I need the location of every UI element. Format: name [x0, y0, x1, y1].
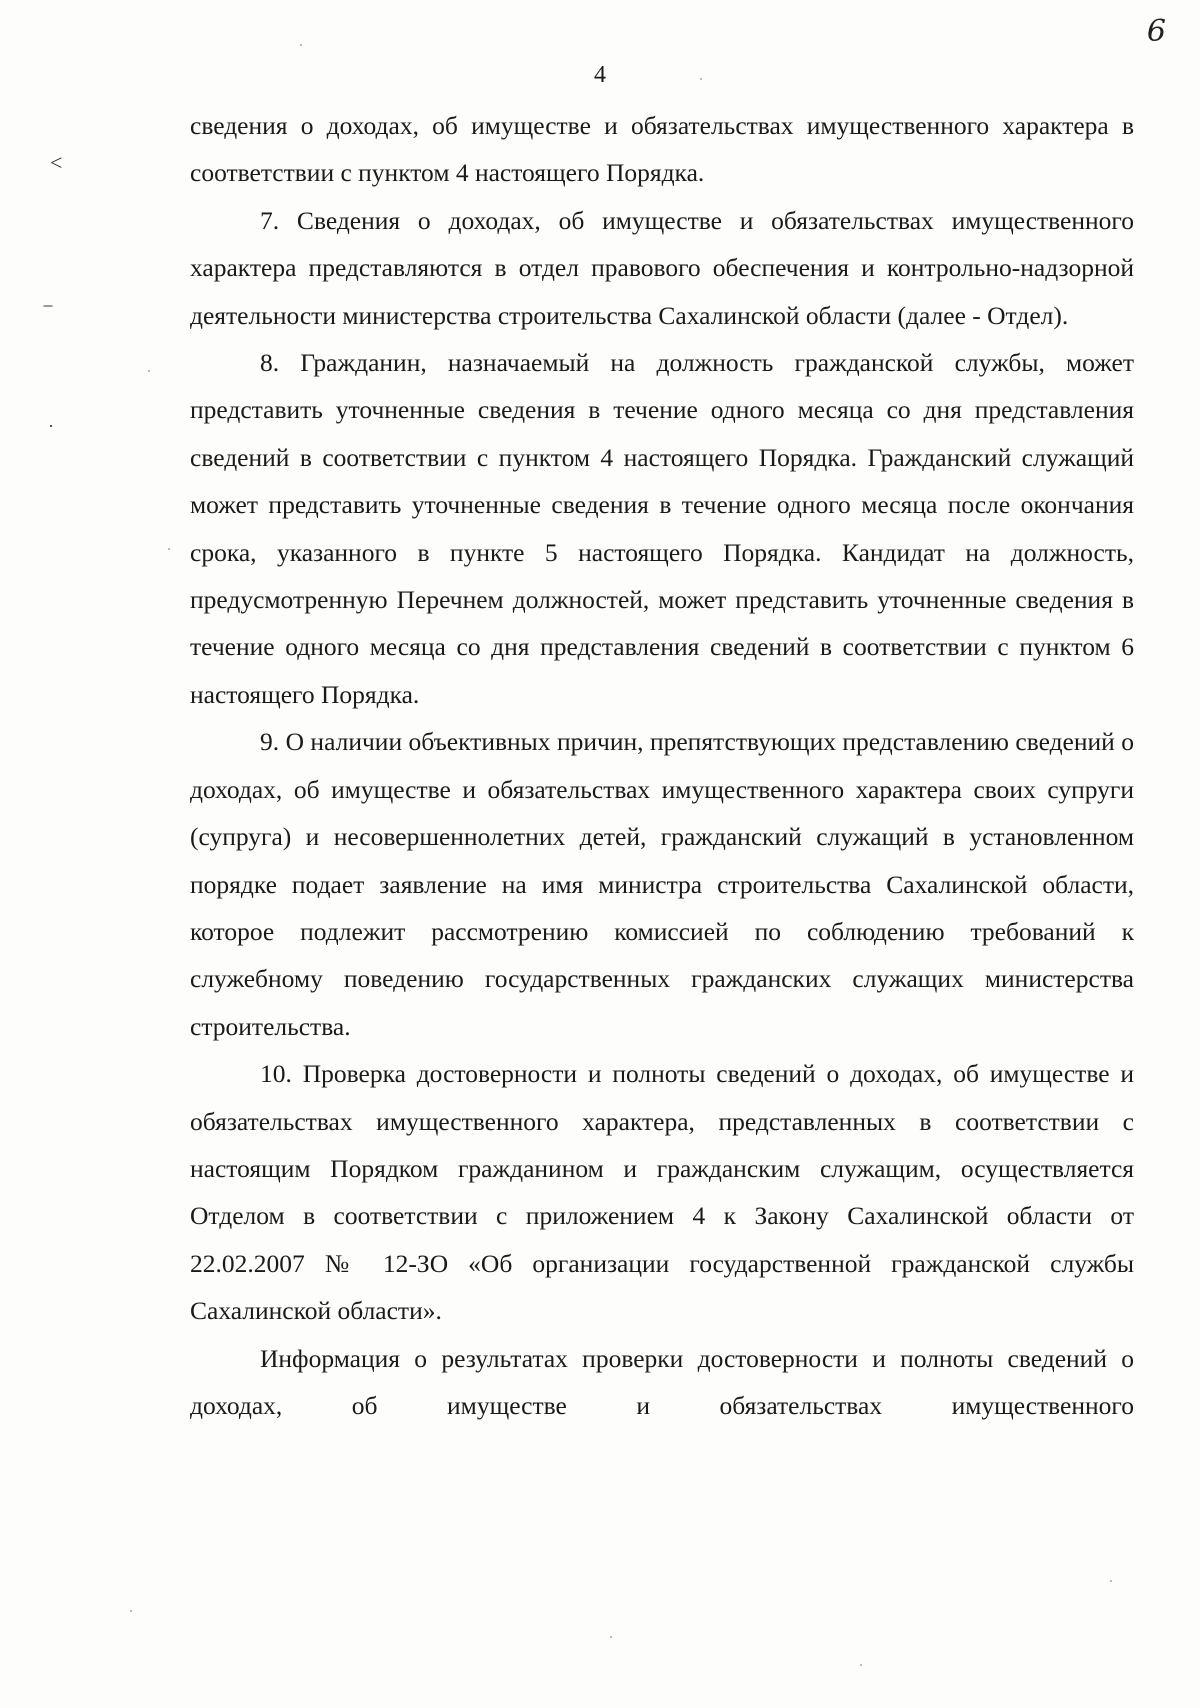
- paragraph-item-7: 7. Сведения о доходах, об имуществе и обязательствах имущественного характера представляются в отдел правового обеспечения и контрольно-надзорной деятельности министерства строительства Сахалинской области (далее - Отдел).: [190, 205, 1134, 330]
- paragraph-item-8: 8. Гражданин, назначаемый на должность гражданской службы, может представить уточненные сведения в течение одного месяца со дня представления сведений в соответствии с пунктом 4 настоящего Порядка. Гражданский служащий может представить уточненные сведения в течение одного месяца после окончания срока, указанного в пункте 5 настоящего Порядка. Кандидат на должность, предусмотренную Перечнем должностей, может представить уточненные сведения в течение одного месяца со дня представления сведений в соответствии с пунктом 6 настоящего Порядка.: [190, 348, 1134, 709]
- scan-speck: [130, 1610, 132, 1612]
- scan-speck: [1110, 1580, 1112, 1582]
- page-number: 4: [594, 62, 606, 88]
- document-body: [190, 102, 1134, 1429]
- paragraph-item-9: 9. О наличии объективных причин, препятствующих представлению сведений о доходах, об имуществе и обязательствах имущественного характера своих супруги (супруга) и несовершеннолетних детей, гражданский служащий в установленном порядке подает заявление на имя министра строительства Сахалинской области, которое подлежит рассмотрению комиссией по соблюдению требований к служебному поведению государственных гражданских служащих министерства строительства.: [190, 727, 1134, 1041]
- handwritten-sheet-number: 6: [1146, 14, 1166, 49]
- paragraph-continuation: сведения о доходах, об имуществе и обязательствах имущественного характера в соответствии с пунктом 4 настоящего Порядка.: [190, 111, 1134, 188]
- scan-speck: [168, 548, 170, 550]
- scan-speck: [300, 44, 302, 46]
- scan-speck: [860, 1664, 862, 1666]
- scan-speck: [700, 78, 702, 80]
- margin-mark: <: [50, 150, 63, 175]
- scan-speck: [610, 1636, 612, 1638]
- scan-speck: [148, 370, 150, 372]
- paragraph-item-10: 10. Проверка достоверности и полноты сведений о доходах, об имуществе и обязательствах имущественного характера, представленных в соответствии с настоящим Порядком гражданином и гражданским служащим, осуществляется Отделом в соответствии с приложением 4 к Закону Сахалинской области от 22.02.2007 № 12-ЗО «Об организации государственной гражданской службы Сахалинской области».: [190, 1059, 1134, 1326]
- margin-mark: ·: [48, 416, 54, 436]
- paragraph-information: Информация о результатах проверки достоверности и полноты сведений о доходах, об имуществе и обязательствах имущественного: [190, 1343, 1134, 1420]
